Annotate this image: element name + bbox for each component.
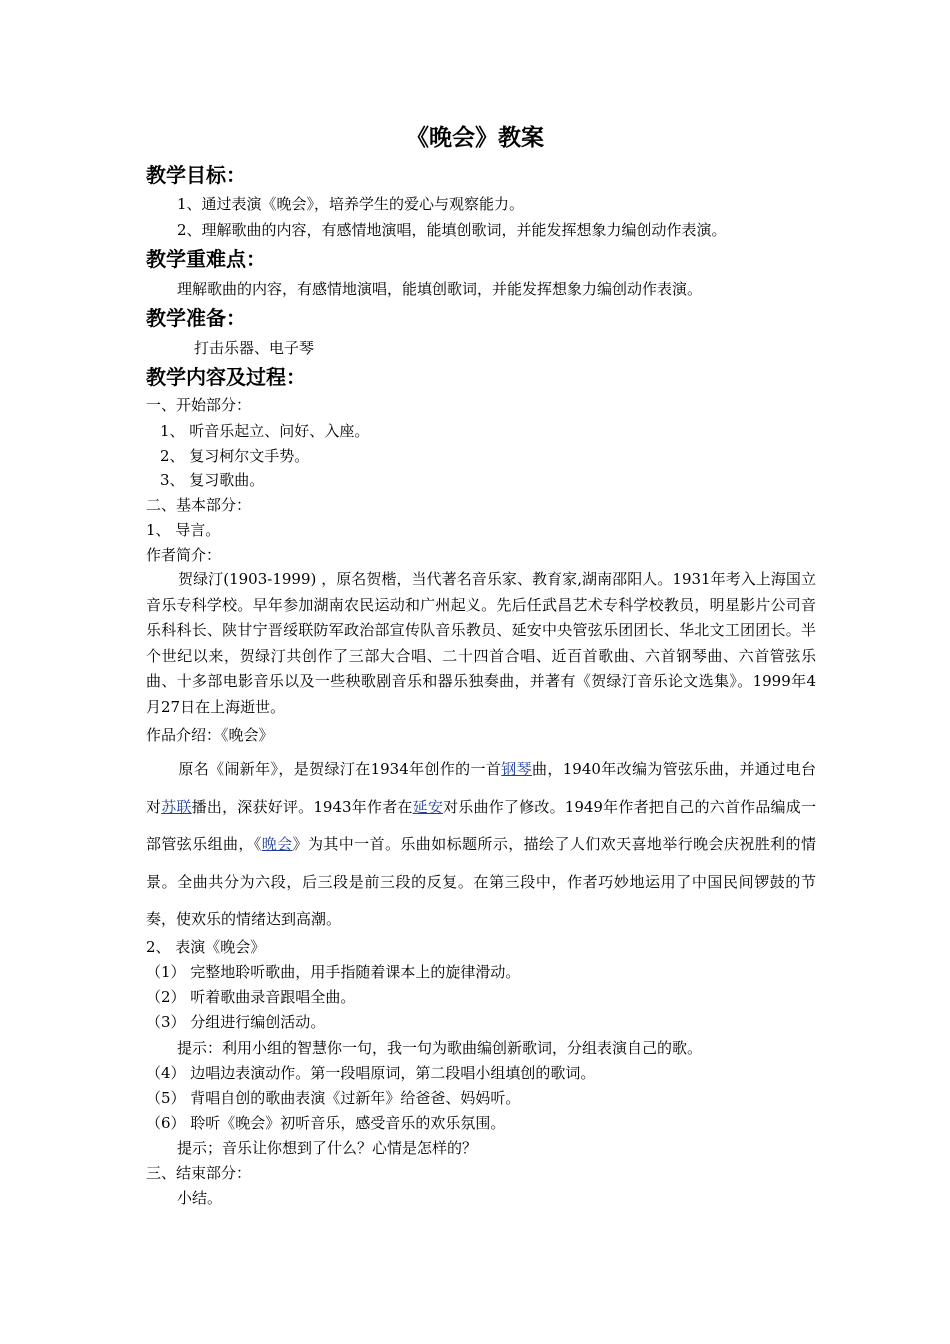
author-bio-text: 贺绿汀(1903-1999) ，原名贺楷，当代著名音乐家、教育家,湖南邵阳人。1931年考入上海国立音乐专科学校。早年参加湖南农民运动和广州起义。先后任武昌艺术专科学校教员，明星影片公司音乐科科长、陕甘宁晋绥联防军政治部宣传队音乐教员、延安中央管弦乐团团长、华北文工团团长。半个世纪以来，贺绿汀共创作了三部大合唱、二十四首合唱、近百首歌曲、六首钢琴曲、六首管弦乐曲、十多部电影音乐以及一些秧歌剧音乐和器乐独奏曲，并著有《贺绿汀音乐论文选集》。1999年4月27日在上海逝世。 xyxy=(146,570,816,716)
sub-item: （4） 边唱边表演动作。第一段唱原词，第二段唱小组填创的歌词。 xyxy=(146,1064,596,1082)
part1-item: 1、 听音乐起立、问好、入座。 xyxy=(160,422,370,440)
document-title: 《晚会》教案 xyxy=(406,125,544,151)
part2-heading: 二、基本部分： xyxy=(146,496,252,514)
preparation-heading: 教学准备： xyxy=(146,306,246,330)
tip-2: 提示；音乐让你想到了什么？心情是怎样的？ xyxy=(177,1139,478,1157)
work-intro-text: 曲，1940年改编为管弦乐曲，并通过电台对 xyxy=(146,760,816,816)
work-heading: 作品介绍：《晚会》 xyxy=(146,726,274,744)
part3-summary: 小结。 xyxy=(177,1189,223,1207)
author-heading: 作者简介： xyxy=(146,546,222,564)
sub-item: （5） 背唱自创的歌曲表演《过新年》给爸爸、妈妈听。 xyxy=(146,1089,521,1107)
part1-heading: 一、开始部分： xyxy=(146,396,252,414)
key-points-heading: 教学重难点： xyxy=(146,247,266,271)
link-wanhui[interactable]: 晚会 xyxy=(261,835,293,853)
part2-step1: 1、 导言。 xyxy=(146,521,221,539)
objective-item: 2、理解歌曲的内容，有感情地演唱，能填创歌词，并能发挥想象力编创动作表演。 xyxy=(177,221,727,239)
sub-item: （2） 听着歌曲录音跟唱全曲。 xyxy=(146,988,356,1006)
objective-item: 1、通过表演《晚会》，培养学生的爱心与观察能力。 xyxy=(177,195,525,213)
sub-item: （3） 分组进行编创活动。 xyxy=(146,1013,326,1031)
sub-item: （1） 完整地聆听歌曲，用手指随着课本上的旋律滑动。 xyxy=(146,963,521,981)
work-intro-text: 对乐曲作了修改。1949年作者把自己的六首作品编成一部管弦乐组曲，《 xyxy=(146,797,816,853)
sub-item: （6） 聆听《晚会》初听音乐，感受音乐的欢乐氛围。 xyxy=(146,1114,506,1132)
part1-item: 2、 复习柯尔文手势。 xyxy=(160,447,310,465)
author-bio xyxy=(146,567,816,720)
link-yanan[interactable]: 延安 xyxy=(412,797,444,816)
work-intro-text: 原名《闹新年》，是贺绿汀在1934年创作的一首 xyxy=(178,760,502,778)
tip-1: 提示：利用小组的智慧你一句，我一句为歌曲编创新歌词，分组表演自己的歌。 xyxy=(177,1039,703,1057)
objectives-heading: 教学目标： xyxy=(146,163,246,187)
work-intro-text: 播出，深获好评。1943年作者在 xyxy=(191,797,413,816)
process-heading: 教学内容及过程： xyxy=(146,365,306,389)
preparation-text: 打击乐器、电子琴 xyxy=(194,339,315,357)
link-soviet-union[interactable]: 苏联 xyxy=(161,797,192,816)
part2-step2: 2、 表演《晚会》 xyxy=(146,938,266,956)
part3-heading: 三、结束部分： xyxy=(146,1164,252,1182)
work-intro-text: 》为其中一首。乐曲如标题所示，描绘了人们欢天喜地举行晚会庆祝胜利的情景。全曲共分为六段，后三段是前三段的反复。在第三段中，作者巧妙地运用了中国民间锣鼓的节奏，使欢乐的情绪达到高潮。 xyxy=(146,835,816,928)
part1-item: 3、 复习歌曲。 xyxy=(160,471,265,489)
link-piano[interactable]: 钢琴 xyxy=(501,760,533,778)
key-points-text: 理解歌曲的内容，有感情地演唱，能填创歌词，并能发挥想象力编创动作表演。 xyxy=(177,280,703,298)
work-intro xyxy=(146,751,816,939)
